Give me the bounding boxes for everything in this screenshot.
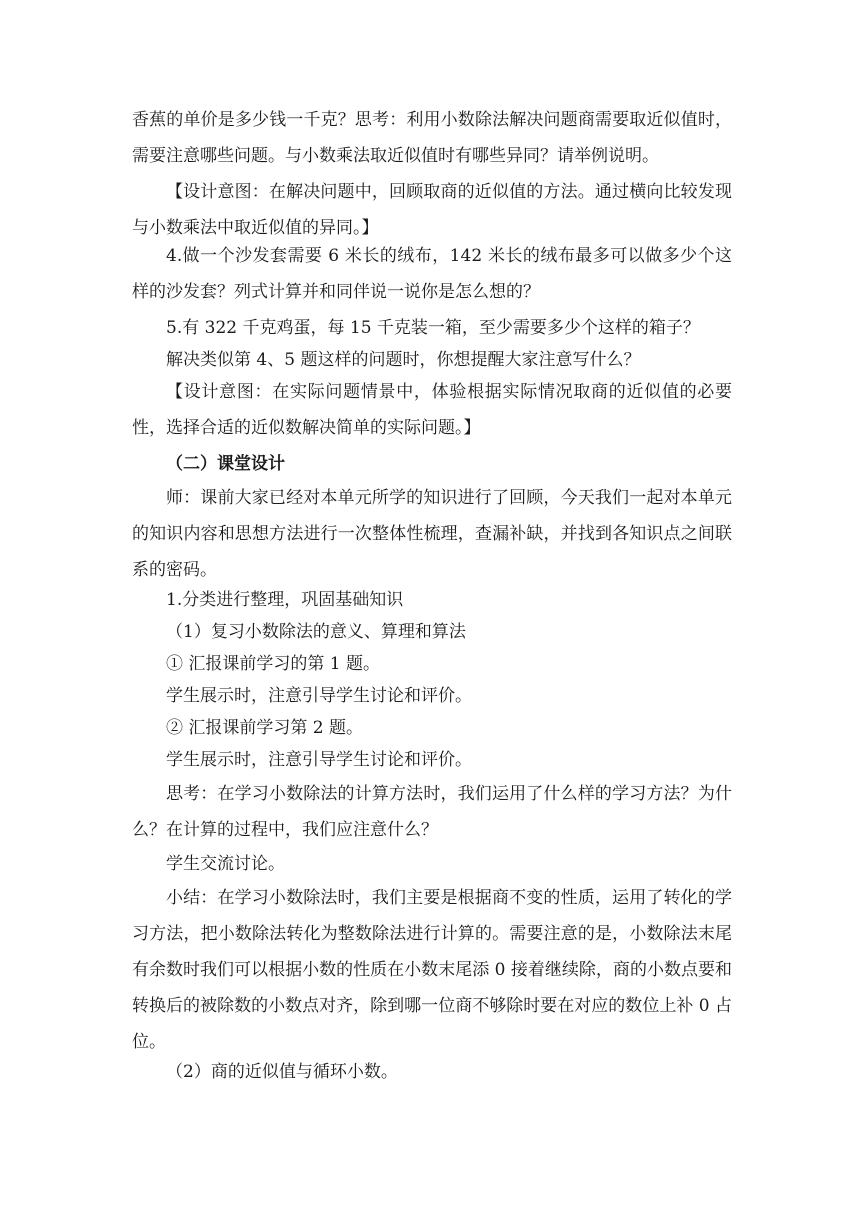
design-intent-2: 【设计意图：在实际问题情景中，体验根据实际情况取商的近似值的必要性，选择合适的近似数解决简单的实际问题。】 <box>132 382 732 438</box>
summary-paragraph: 小结：在学习小数除法时，我们主要是根据商不变的性质，运用了转化的学习方法，把小数除法转化为整数除法进行计算的。需要注意的是，小数除法末尾有余数时我们可以根据小数的性质在小数末尾添 0 接着继续除，商的小数点要和转换后的被除数的小数点对齐，除到哪一位商不够除时要在对应的数位上补 0 占位。 <box>132 888 732 1052</box>
paragraph-banana-question: 香蕉的单价是多少钱一千克？思考：利用小数除法解决问题商需要取近似值时，需要注意哪些问题。与小数乘法取近似值时有哪些异同？请举例说明。 <box>132 110 732 166</box>
section-heading-class-design: （二）课堂设计 <box>166 454 285 474</box>
question-4: 4.做一个沙发套需要 6 米长的绒布，142 米长的绒布最多可以做多少个这样的沙发套？列式计算并和同伴说一说你是怎么想的？ <box>132 246 732 302</box>
report-item-2: ② 汇报课前学习第 2 题。 <box>166 718 364 738</box>
subsection-2: （2）商的近似值与循环小数。 <box>166 1062 398 1082</box>
report-item-1: ① 汇报课前学习的第 1 题。 <box>166 654 381 674</box>
reminder-question: 解决类似第 4、5 题这样的问题时，你想提醒大家注意写什么？ <box>166 350 641 370</box>
teacher-intro: 师：课前大家已经对本单元所学的知识进行了回顾，今天我们一起对本单元的知识内容和思想方法进行一次整体性梳理，查漏补缺，并找到各知识点之间联系的密码。 <box>132 488 732 580</box>
step-1-heading: 1.分类进行整理，巩固基础知识 <box>166 590 404 610</box>
design-intent-1: 【设计意图：在解决问题中，回顾取商的近似值的方法。通过横向比较发现与小数乘法中取近似值的异同。】 <box>132 182 732 238</box>
student-display-2: 学生展示时，注意引导学生讨论和评价。 <box>166 750 472 770</box>
question-5: 5.有 322 千克鸡蛋，每 15 千克装一箱，至少需要多少个这样的箱子？ <box>166 318 700 338</box>
student-display-1: 学生展示时，注意引导学生讨论和评价。 <box>166 686 472 706</box>
subsection-1: （1）复习小数除法的意义、算理和算法 <box>166 622 466 642</box>
student-discussion: 学生交流讨论。 <box>166 854 285 874</box>
thinking-question: 思考：在学习小数除法的计算方法时，我们运用了什么样的学习方法？为什么？在计算的过程中，我们应注意什么？ <box>132 784 732 840</box>
